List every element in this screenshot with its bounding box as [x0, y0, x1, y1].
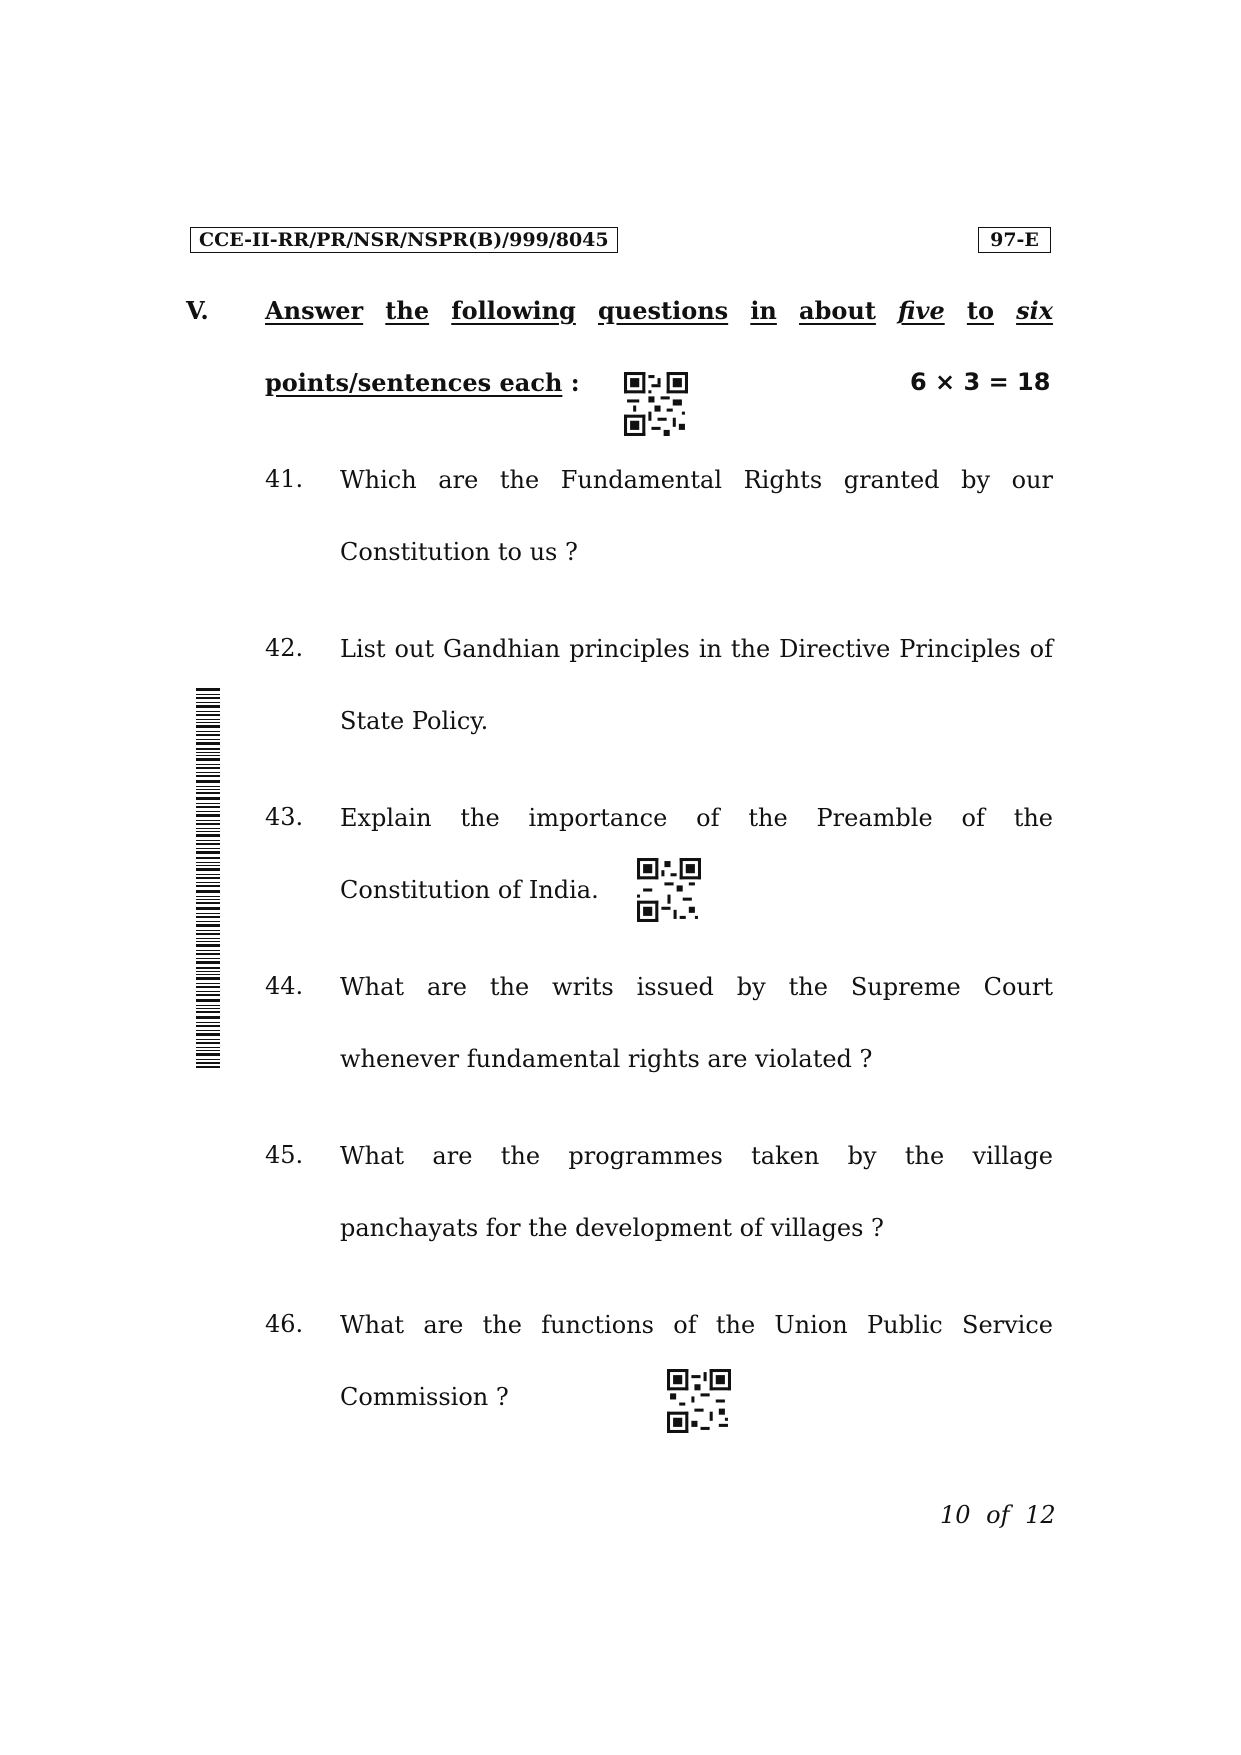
instr-word: in — [750, 296, 777, 325]
section-instruction-line1 — [265, 296, 1053, 326]
version-code: 97-E — [978, 227, 1051, 253]
question-text-line1: Which are the Fundamental Rights granted by our — [340, 466, 1053, 494]
question-text-line2: Constitution of India. — [340, 876, 599, 904]
question-text-line1: List out Gandhian principles in the Directive Principles of — [340, 635, 1053, 663]
instr-word: following — [451, 296, 576, 325]
barcode-icon — [196, 688, 220, 1068]
question-number: 42. — [265, 634, 304, 662]
question-text-line2: whenever fundamental rights are violated ? — [340, 1045, 873, 1073]
question-text-line1: What are the programmes taken by the village — [340, 1142, 1053, 1170]
section-number: V. — [186, 296, 209, 325]
question-number: 43. — [265, 803, 304, 831]
question-number: 44. — [265, 972, 304, 1000]
question-number: 41. — [265, 465, 304, 493]
paper-code: CCE-II-RR/PR/NSR/NSPR(B)/999/8045 — [190, 227, 618, 253]
question-text-line2: State Policy. — [340, 707, 489, 735]
instr-word: about — [799, 296, 876, 325]
instr-word-six: six — [1016, 296, 1054, 325]
question-text-line2: Constitution to us ? — [340, 538, 578, 566]
page-number: 10 of 12 — [940, 1501, 1056, 1529]
instr-word: to — [966, 296, 994, 325]
question-text-line2: Commission ? — [340, 1383, 509, 1411]
qr-code-icon — [624, 372, 688, 436]
instr-word-five: five — [898, 296, 945, 325]
instr-colon: : — [570, 368, 580, 397]
question-number: 45. — [265, 1141, 304, 1169]
instr-word: Answer — [265, 296, 364, 325]
instr-word: questions — [597, 296, 729, 325]
instr-word: the — [385, 296, 430, 325]
question-number: 46. — [265, 1310, 304, 1338]
question-text-line1: Explain the importance of the Preamble of the — [340, 804, 1053, 832]
section-instruction-line2 — [265, 368, 580, 398]
section-marks: 6 × 3 = 18 — [910, 368, 1051, 396]
instr-line2-text: points/sentences each — [265, 368, 563, 397]
question-text-line2: panchayats for the development of villages ? — [340, 1214, 884, 1242]
question-text-line1: What are the functions of the Union Public Service — [340, 1311, 1053, 1339]
question-text-line1: What are the writs issued by the Supreme Court — [340, 973, 1053, 1001]
